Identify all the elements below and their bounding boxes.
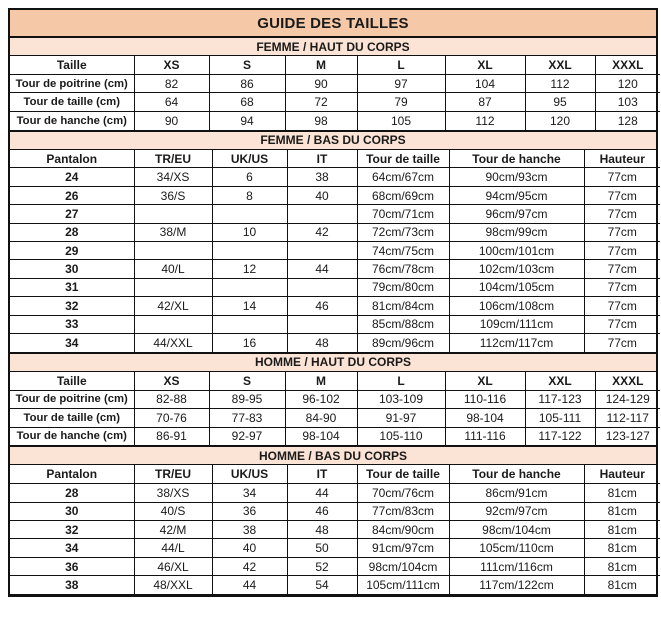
cell: 48 <box>287 521 357 539</box>
cell: 112-117 <box>595 409 660 427</box>
cell: 54 <box>287 576 357 594</box>
column-header: Tour de hanche <box>449 465 584 483</box>
table-row <box>10 168 660 186</box>
column-header: Tour de hanche <box>449 150 584 168</box>
column-header: XS <box>134 372 209 390</box>
cell: 94cm/95cm <box>449 186 584 204</box>
row-label: 34 <box>10 333 134 351</box>
cell: 86-91 <box>134 427 209 445</box>
cell: 34/XS <box>134 168 212 186</box>
column-header: Taille <box>10 372 134 390</box>
cell: 111-116 <box>445 427 525 445</box>
cell: 64cm/67cm <box>357 168 449 186</box>
column-header: L <box>357 372 445 390</box>
table-row <box>10 242 660 260</box>
cell: 90cm/93cm <box>449 168 584 186</box>
cell: 74cm/75cm <box>357 242 449 260</box>
column-header: M <box>285 372 357 390</box>
cell <box>287 205 357 223</box>
cell: 92cm/97cm <box>449 502 584 520</box>
row-label: 28 <box>10 484 134 502</box>
cell: 109cm/111cm <box>449 315 584 333</box>
cell: 81cm <box>584 484 660 502</box>
column-header: XXXL <box>595 372 660 390</box>
cell: 123-127 <box>595 427 660 445</box>
table-homme-haut <box>10 372 660 446</box>
row-label: 31 <box>10 278 134 296</box>
cell: 91cm/97cm <box>357 539 449 557</box>
table-row <box>10 205 660 223</box>
cell: 14 <box>212 297 287 315</box>
cell: 105 <box>357 111 445 129</box>
cell: 89-95 <box>209 390 285 408</box>
cell: 8 <box>212 186 287 204</box>
table-header-row <box>10 56 660 74</box>
cell: 77cm <box>584 297 660 315</box>
cell: 42 <box>287 223 357 241</box>
table-row <box>10 260 660 278</box>
table-row <box>10 427 660 445</box>
cell: 96-102 <box>285 390 357 408</box>
cell: 92-97 <box>209 427 285 445</box>
row-label: Tour de taille (cm) <box>10 409 134 427</box>
cell: 84-90 <box>285 409 357 427</box>
cell: 76cm/78cm <box>357 260 449 278</box>
cell: 86cm/91cm <box>449 484 584 502</box>
cell: 77cm <box>584 168 660 186</box>
section-heading-femme-haut: FEMME / HAUT DU CORPS <box>10 38 656 56</box>
section-heading-homme-bas: HOMME / BAS DU CORPS <box>10 445 656 465</box>
cell: 46 <box>287 502 357 520</box>
column-header: XL <box>445 372 525 390</box>
cell: 36 <box>212 502 287 520</box>
cell <box>212 278 287 296</box>
column-header: Tour de taille <box>357 465 449 483</box>
cell: 90 <box>134 111 209 129</box>
row-label: 32 <box>10 521 134 539</box>
cell: 94 <box>209 111 285 129</box>
cell: 77cm <box>584 186 660 204</box>
column-header: Hauteur <box>584 150 660 168</box>
cell: 38 <box>212 521 287 539</box>
cell: 103 <box>595 93 660 111</box>
column-header: TR/EU <box>134 150 212 168</box>
cell <box>287 278 357 296</box>
cell: 81cm <box>584 502 660 520</box>
cell: 77cm <box>584 278 660 296</box>
cell <box>287 315 357 333</box>
table-row <box>10 93 660 111</box>
cell: 77cm <box>584 242 660 260</box>
section-heading-femme-bas: FEMME / BAS DU CORPS <box>10 130 656 150</box>
cell: 100cm/101cm <box>449 242 584 260</box>
cell: 117-122 <box>525 427 595 445</box>
cell: 96cm/97cm <box>449 205 584 223</box>
row-label: 28 <box>10 223 134 241</box>
column-header: S <box>209 372 285 390</box>
table-row <box>10 111 660 129</box>
cell: 68cm/69cm <box>357 186 449 204</box>
cell <box>212 315 287 333</box>
cell: 103-109 <box>357 390 445 408</box>
column-header: IT <box>287 465 357 483</box>
row-label: Tour de poitrine (cm) <box>10 74 134 92</box>
cell: 120 <box>525 111 595 129</box>
cell: 82 <box>134 74 209 92</box>
column-header: UK/US <box>212 465 287 483</box>
cell: 105-110 <box>357 427 445 445</box>
column-header: M <box>285 56 357 74</box>
table-row <box>10 297 660 315</box>
cell: 70cm/76cm <box>357 484 449 502</box>
cell: 98cm/104cm <box>357 557 449 575</box>
cell: 52 <box>287 557 357 575</box>
table-header-row <box>10 372 660 390</box>
cell: 70cm/71cm <box>357 205 449 223</box>
cell: 98-104 <box>285 427 357 445</box>
cell: 70-76 <box>134 409 209 427</box>
row-label: 33 <box>10 315 134 333</box>
cell: 90 <box>285 74 357 92</box>
cell: 10 <box>212 223 287 241</box>
cell: 44/XXL <box>134 333 212 351</box>
cell: 77cm <box>584 260 660 278</box>
row-label: Tour de taille (cm) <box>10 93 134 111</box>
cell: 46/XL <box>134 557 212 575</box>
cell: 98cm/104cm <box>449 521 584 539</box>
cell: 38/XS <box>134 484 212 502</box>
table-row <box>10 557 660 575</box>
cell: 106cm/108cm <box>449 297 584 315</box>
row-label: 26 <box>10 186 134 204</box>
cell: 68 <box>209 93 285 111</box>
column-header: IT <box>287 150 357 168</box>
row-label: 34 <box>10 539 134 557</box>
column-header: TR/EU <box>134 465 212 483</box>
table-row <box>10 74 660 92</box>
cell: 38 <box>287 168 357 186</box>
table-femme-bas <box>10 150 660 352</box>
cell <box>134 205 212 223</box>
column-header: Pantalon <box>10 465 134 483</box>
cell: 36/S <box>134 186 212 204</box>
row-label: Tour de poitrine (cm) <box>10 390 134 408</box>
table-row <box>10 576 660 594</box>
cell: 79cm/80cm <box>357 278 449 296</box>
table-row <box>10 502 660 520</box>
row-label: 30 <box>10 502 134 520</box>
cell: 86 <box>209 74 285 92</box>
cell: 44/L <box>134 539 212 557</box>
cell: 38/M <box>134 223 212 241</box>
column-header: XXXL <box>595 56 660 74</box>
cell: 84cm/90cm <box>357 521 449 539</box>
table-header-row <box>10 150 660 168</box>
cell: 72cm/73cm <box>357 223 449 241</box>
cell <box>212 205 287 223</box>
table-homme-bas <box>10 465 660 594</box>
cell: 40 <box>287 186 357 204</box>
cell: 102cm/103cm <box>449 260 584 278</box>
cell <box>287 242 357 260</box>
cell: 81cm <box>584 576 660 594</box>
cell: 110-116 <box>445 390 525 408</box>
cell: 105cm/110cm <box>449 539 584 557</box>
row-label: 29 <box>10 242 134 260</box>
row-label: Tour de hanche (cm) <box>10 427 134 445</box>
table-row <box>10 484 660 502</box>
row-label: 30 <box>10 260 134 278</box>
cell: 42 <box>212 557 287 575</box>
cell: 98-104 <box>445 409 525 427</box>
cell: 16 <box>212 333 287 351</box>
cell: 98 <box>285 111 357 129</box>
cell: 34 <box>212 484 287 502</box>
cell: 82-88 <box>134 390 209 408</box>
cell <box>134 278 212 296</box>
column-header: XL <box>445 56 525 74</box>
table-row <box>10 315 660 333</box>
cell: 128 <box>595 111 660 129</box>
cell: 77cm <box>584 205 660 223</box>
cell: 40/L <box>134 260 212 278</box>
cell: 48 <box>287 333 357 351</box>
cell: 77cm/83cm <box>357 502 449 520</box>
cell: 77cm <box>584 223 660 241</box>
table-row <box>10 409 660 427</box>
section-heading-homme-haut: HOMME / HAUT DU CORPS <box>10 352 656 372</box>
cell: 124-129 <box>595 390 660 408</box>
column-header: XXL <box>525 56 595 74</box>
cell: 111cm/116cm <box>449 557 584 575</box>
cell: 104cm/105cm <box>449 278 584 296</box>
cell: 77-83 <box>209 409 285 427</box>
cell: 95 <box>525 93 595 111</box>
cell: 77cm <box>584 315 660 333</box>
cell: 81cm <box>584 539 660 557</box>
row-label: Tour de hanche (cm) <box>10 111 134 129</box>
column-header: XS <box>134 56 209 74</box>
cell: 44 <box>287 484 357 502</box>
cell: 42/XL <box>134 297 212 315</box>
cell: 81cm/84cm <box>357 297 449 315</box>
row-label: 27 <box>10 205 134 223</box>
column-header: Hauteur <box>584 465 660 483</box>
cell: 46 <box>287 297 357 315</box>
cell: 79 <box>357 93 445 111</box>
cell: 6 <box>212 168 287 186</box>
column-header: Taille <box>10 56 134 74</box>
column-header: XXL <box>525 372 595 390</box>
cell: 97 <box>357 74 445 92</box>
cell: 72 <box>285 93 357 111</box>
cell: 44 <box>287 260 357 278</box>
size-guide-table <box>8 8 658 597</box>
table-row <box>10 390 660 408</box>
cell: 98cm/99cm <box>449 223 584 241</box>
cell: 112 <box>445 111 525 129</box>
cell: 12 <box>212 260 287 278</box>
table-row <box>10 278 660 296</box>
cell: 117-123 <box>525 390 595 408</box>
table-header-row <box>10 465 660 483</box>
table-row <box>10 539 660 557</box>
cell <box>134 242 212 260</box>
column-header: Tour de taille <box>357 150 449 168</box>
cell: 112cm/117cm <box>449 333 584 351</box>
cell <box>212 242 287 260</box>
cell: 48/XXL <box>134 576 212 594</box>
cell: 40 <box>212 539 287 557</box>
row-label: 36 <box>10 557 134 575</box>
page-title: GUIDE DES TAILLES <box>10 10 656 38</box>
cell: 81cm <box>584 521 660 539</box>
table-row <box>10 521 660 539</box>
cell: 50 <box>287 539 357 557</box>
row-label: 32 <box>10 297 134 315</box>
cell: 105-111 <box>525 409 595 427</box>
table-femme-haut <box>10 56 660 130</box>
table-row <box>10 186 660 204</box>
table-row <box>10 333 660 351</box>
cell: 112 <box>525 74 595 92</box>
row-label: 38 <box>10 576 134 594</box>
column-header: S <box>209 56 285 74</box>
cell: 85cm/88cm <box>357 315 449 333</box>
cell: 89cm/96cm <box>357 333 449 351</box>
table-row <box>10 223 660 241</box>
cell: 87 <box>445 93 525 111</box>
cell <box>134 315 212 333</box>
row-label: 24 <box>10 168 134 186</box>
cell: 91-97 <box>357 409 445 427</box>
cell: 120 <box>595 74 660 92</box>
cell: 44 <box>212 576 287 594</box>
cell: 64 <box>134 93 209 111</box>
column-header: L <box>357 56 445 74</box>
column-header: Pantalon <box>10 150 134 168</box>
cell: 81cm <box>584 557 660 575</box>
cell: 117cm/122cm <box>449 576 584 594</box>
cell: 104 <box>445 74 525 92</box>
cell: 40/S <box>134 502 212 520</box>
cell: 42/M <box>134 521 212 539</box>
cell: 105cm/111cm <box>357 576 449 594</box>
cell: 77cm <box>584 333 660 351</box>
column-header: UK/US <box>212 150 287 168</box>
